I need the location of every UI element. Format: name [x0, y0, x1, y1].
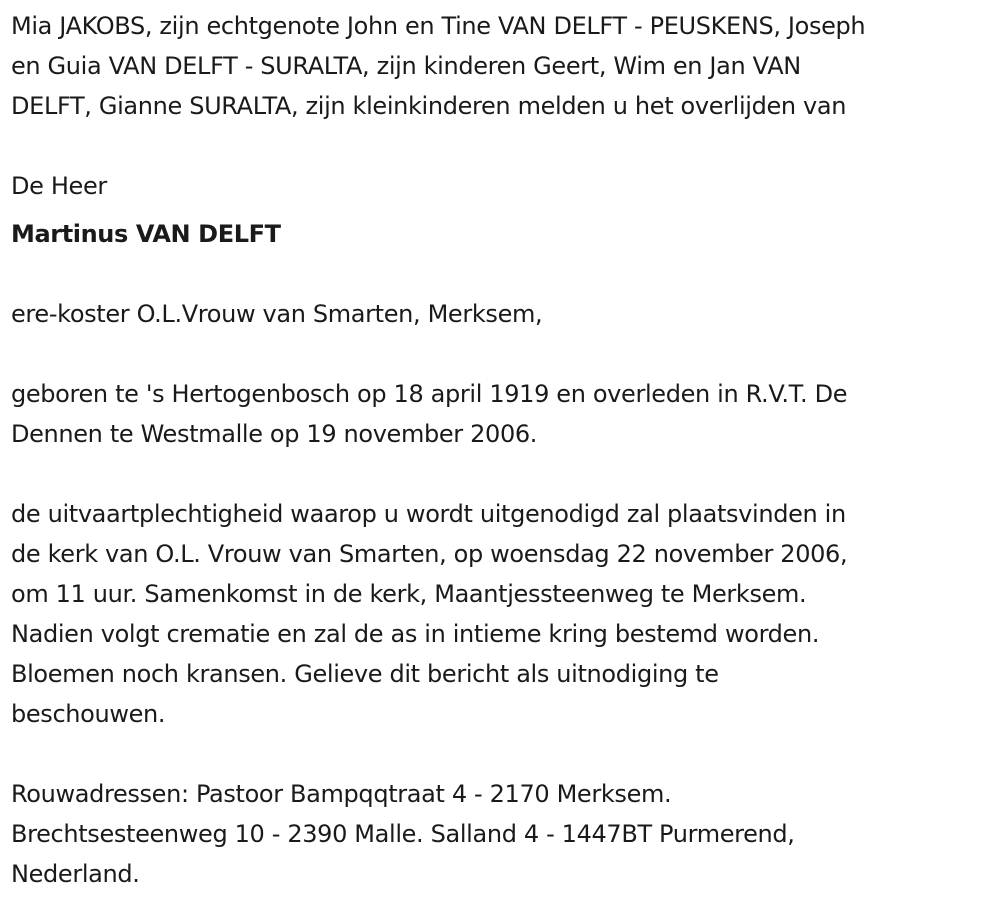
birth-death-line: geboren te 's Hertogenbosch op 18 april 1919 en overleden in R.V.T. De [11, 380, 848, 408]
intro-line: en Guia VAN DELFT - SURALTA, zijn kinderen Geert, Wim en Jan VAN [11, 52, 801, 80]
address-line: Brechtsesteenweg 10 - 2390 Malle. Salland 4 - 1447BT Purmerend, [11, 820, 795, 848]
intro-line: Mia JAKOBS, zijn echtgenote John en Tine VAN DELFT - PEUSKENS, Joseph [11, 12, 866, 40]
salutation: De Heer [11, 172, 107, 200]
paragraph-spacer [11, 454, 991, 494]
paragraph-spacer [11, 734, 991, 774]
title-line: ere-koster O.L.Vrouw van Smarten, Merksem, [11, 300, 543, 328]
paragraph-spacer [11, 126, 991, 166]
ceremony-line: de kerk van O.L. Vrouw van Smarten, op woensdag 22 november 2006, [11, 540, 848, 568]
birth-death-line: Dennen te Westmalle op 19 november 2006. [11, 420, 538, 448]
ceremony-line: om 11 uur. Samenkomst in de kerk, Maantjessteenweg te Merksem. [11, 580, 807, 608]
ceremony-line: Nadien volgt crematie en zal de as in intieme kring bestemd worden. [11, 620, 820, 648]
ceremony-line: beschouwen. [11, 700, 166, 728]
intro-paragraph [11, 6, 991, 126]
obituary-document [11, 6, 991, 894]
paragraph-spacer [11, 334, 991, 374]
address-line: Rouwadressen: Pastoor Bampqqtraat 4 - 2170 Merksem. [11, 780, 672, 808]
intro-line: DELFT, Gianne SURALTA, zijn kleinkinderen melden u het overlijden van [11, 92, 847, 120]
ceremony-line: Bloemen noch kransen. Gelieve dit bericht als uitnodiging te [11, 660, 719, 688]
address-line: Nederland. [11, 860, 140, 888]
ceremony-line: de uitvaartplechtigheid waarop u wordt uitgenodigd zal plaatsvinden in [11, 500, 846, 528]
ceremony-paragraph [11, 494, 991, 734]
addresses-paragraph [11, 774, 991, 894]
paragraph-spacer [11, 254, 991, 294]
deceased-name: Martinus VAN DELFT [11, 220, 281, 248]
birth-death-paragraph [11, 374, 991, 454]
